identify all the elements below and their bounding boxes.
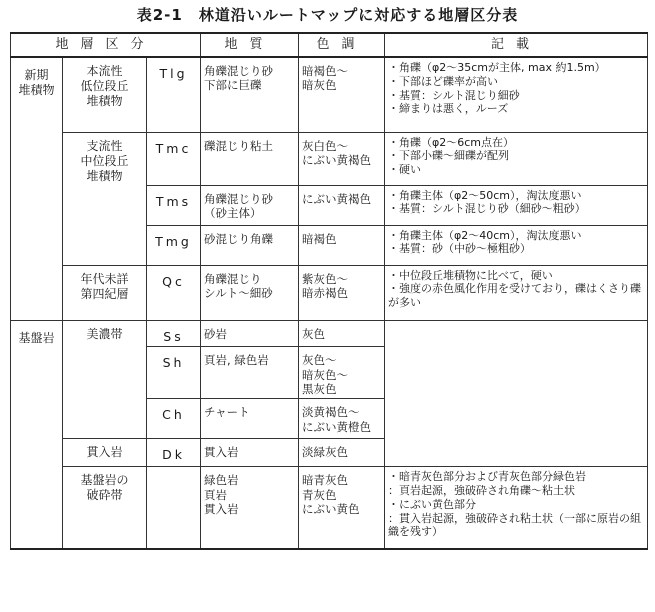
code-cell: Qc	[147, 265, 201, 320]
cell-line: にぶい黄色	[302, 502, 360, 516]
description-line: ・硬い	[388, 163, 421, 176]
code-cell: Tmg	[147, 225, 201, 265]
cell-line: 青灰色	[302, 487, 337, 502]
subdivision-line: 美濃帯	[86, 326, 123, 341]
color-cell	[299, 467, 385, 549]
subdivision-cell	[63, 57, 147, 132]
group-line: 基盤岩	[18, 330, 55, 345]
cell-line: 砂岩	[204, 326, 227, 341]
code-cell: Tlg	[147, 57, 201, 132]
subdivision-line: 低位段丘	[80, 79, 129, 93]
group-cell	[11, 320, 63, 549]
lithology-cell	[201, 439, 299, 467]
description-line: ・基質：シルト混じり砂（細砂～粗砂）	[388, 202, 586, 216]
code-cell: Ch	[147, 399, 201, 439]
cell-line: 頁岩	[204, 487, 227, 502]
table-row	[11, 132, 648, 185]
code-cell: Tmc	[147, 132, 201, 185]
subdivision-line: 堆積物	[86, 168, 123, 183]
table-body	[11, 57, 648, 549]
description-line: ・下部小礫～細礫が配列	[388, 149, 509, 163]
lithology-cell	[201, 347, 299, 399]
cell-line: 黒灰色	[302, 381, 337, 396]
subdivision-cell	[63, 132, 147, 265]
subdivision-line: 破砕帯	[86, 488, 123, 503]
description-line: ・暗青灰色部分および青灰色部分緑色岩	[388, 470, 586, 484]
cell-line: 灰色	[302, 326, 325, 341]
header-lithology: 地質	[201, 33, 299, 57]
description-cell	[385, 185, 648, 225]
subdivision-cell	[63, 439, 147, 467]
code-cell	[147, 467, 201, 549]
subdivision-cell	[63, 265, 147, 320]
subdivision-cell	[63, 320, 147, 439]
description-line: ・強度の赤色風化作用を受けており，礫はくさり礫が多い	[388, 282, 641, 309]
description-line: ・角礫主体（φ2～50cm），淘汰度悪い	[388, 188, 582, 202]
table-row	[11, 320, 648, 347]
description-line: ：頁岩起源，強破砕され角礫～粘土状	[388, 484, 575, 497]
cell-line: 緑色岩	[204, 473, 239, 488]
cell-line: 暗赤褐色	[302, 285, 348, 300]
cell-line: 灰色～	[302, 353, 337, 368]
cell-line: 頁岩, 緑色岩	[204, 353, 269, 368]
group-line: 堆積物	[18, 83, 55, 97]
code-cell: Ss	[147, 320, 201, 347]
description-cell	[385, 225, 648, 265]
subdivision-line: 本流性	[86, 64, 123, 78]
cell-line: 淡黄褐色～	[302, 405, 360, 420]
cell-line: 暗灰色	[302, 78, 337, 93]
color-cell	[299, 57, 385, 132]
description-line: ・にぶい黄色部分	[388, 497, 476, 511]
lithology-cell	[201, 467, 299, 549]
subdivision-line: 年代未詳	[80, 271, 129, 286]
color-cell	[299, 132, 385, 185]
header-row	[11, 33, 648, 57]
cell-line: 紫灰色～	[302, 271, 348, 286]
cell-line: にぶい黄橙色	[302, 419, 371, 434]
header-division: 地層区分	[11, 33, 201, 57]
description-line: ・下部ほど礫率が高い	[388, 74, 498, 88]
table-row	[11, 467, 648, 549]
cell-line: 礫混じり粘土	[204, 138, 273, 153]
cell-line: 下部に巨礫	[204, 78, 262, 93]
cell-line: （砂主体）	[204, 205, 262, 220]
code-cell: Sh	[147, 347, 201, 399]
cell-line: 角礫混じり	[204, 271, 262, 286]
code-cell: Dk	[147, 439, 201, 467]
lithology-cell	[201, 57, 299, 132]
cell-line: シルト～細砂	[204, 285, 273, 300]
description-line: ・角礫（φ2～6cm点在）	[388, 135, 515, 149]
color-cell	[299, 439, 385, 467]
cell-line: 暗灰色～	[302, 367, 348, 382]
cell-line: 貫入岩	[204, 502, 239, 516]
description-cell	[385, 132, 648, 185]
stratigraphy-table	[10, 32, 648, 550]
color-cell	[299, 320, 385, 347]
table-row	[11, 57, 648, 132]
group-cell	[11, 57, 63, 320]
lithology-cell	[201, 225, 299, 265]
cell-line: 暗褐色～	[302, 64, 348, 78]
color-cell	[299, 185, 385, 225]
lithology-cell	[201, 132, 299, 185]
description-line: ・締まりは悪く，ルーズ	[388, 102, 509, 116]
subdivision-line: 貫入岩	[86, 445, 123, 460]
description-cell	[385, 467, 648, 549]
cell-line: 貫入岩	[204, 445, 239, 460]
cell-line: 暗褐色	[302, 231, 337, 246]
cell-line: 角礫混じり砂	[204, 191, 273, 206]
description-cell	[385, 265, 648, 320]
color-cell	[299, 265, 385, 320]
table-title: 表2-1 林道沿いルートマップに対応する地層区分表	[136, 6, 519, 24]
cell-line: 暗青灰色	[302, 473, 348, 488]
lithology-cell	[201, 399, 299, 439]
cell-line: 角礫混じり砂	[204, 64, 273, 78]
header-description: 記載	[385, 33, 648, 57]
color-cell	[299, 399, 385, 439]
description-line: ・基質：シルト混じり細砂	[388, 88, 520, 102]
subdivision-line: 基盤岩の	[80, 473, 129, 488]
cell-line: チャート	[204, 405, 250, 420]
table-row	[11, 265, 648, 320]
description-cell	[385, 320, 648, 467]
header-color: 色調	[299, 33, 385, 57]
code-cell: Tms	[147, 185, 201, 225]
description-line: ・基質：砂（中砂～極粗砂）	[388, 242, 531, 256]
description-line: ：貫入岩起源，強破砕され粘土状（一部に原岩の組織を残す）	[388, 511, 641, 539]
cell-line: にぶい黄褐色	[302, 152, 371, 167]
lithology-cell	[201, 320, 299, 347]
subdivision-line: 中位段丘	[80, 153, 129, 168]
group-line: 新期	[24, 68, 49, 82]
subdivision-cell	[63, 467, 147, 549]
color-cell	[299, 225, 385, 265]
description-cell	[385, 57, 648, 132]
cell-line: 淡緑灰色	[302, 445, 348, 460]
cell-line: 灰白色～	[302, 138, 348, 153]
cell-line: 砂混じり角礫	[204, 231, 273, 246]
cell-line: にぶい黄褐色	[302, 191, 371, 206]
subdivision-line: 堆積物	[86, 94, 123, 108]
subdivision-line: 第四紀層	[80, 286, 129, 301]
color-cell	[299, 347, 385, 399]
lithology-cell	[201, 185, 299, 225]
lithology-cell	[201, 265, 299, 320]
description-line: ・角礫（φ2～35cmが主体, max 約1.5m）	[388, 61, 606, 74]
subdivision-line: 支流性	[86, 138, 123, 153]
description-line: ・角礫主体（φ2～40cm），淘汰度悪い	[388, 228, 582, 242]
description-line: ・中位段丘堆積物に比べて，硬い	[388, 268, 553, 282]
